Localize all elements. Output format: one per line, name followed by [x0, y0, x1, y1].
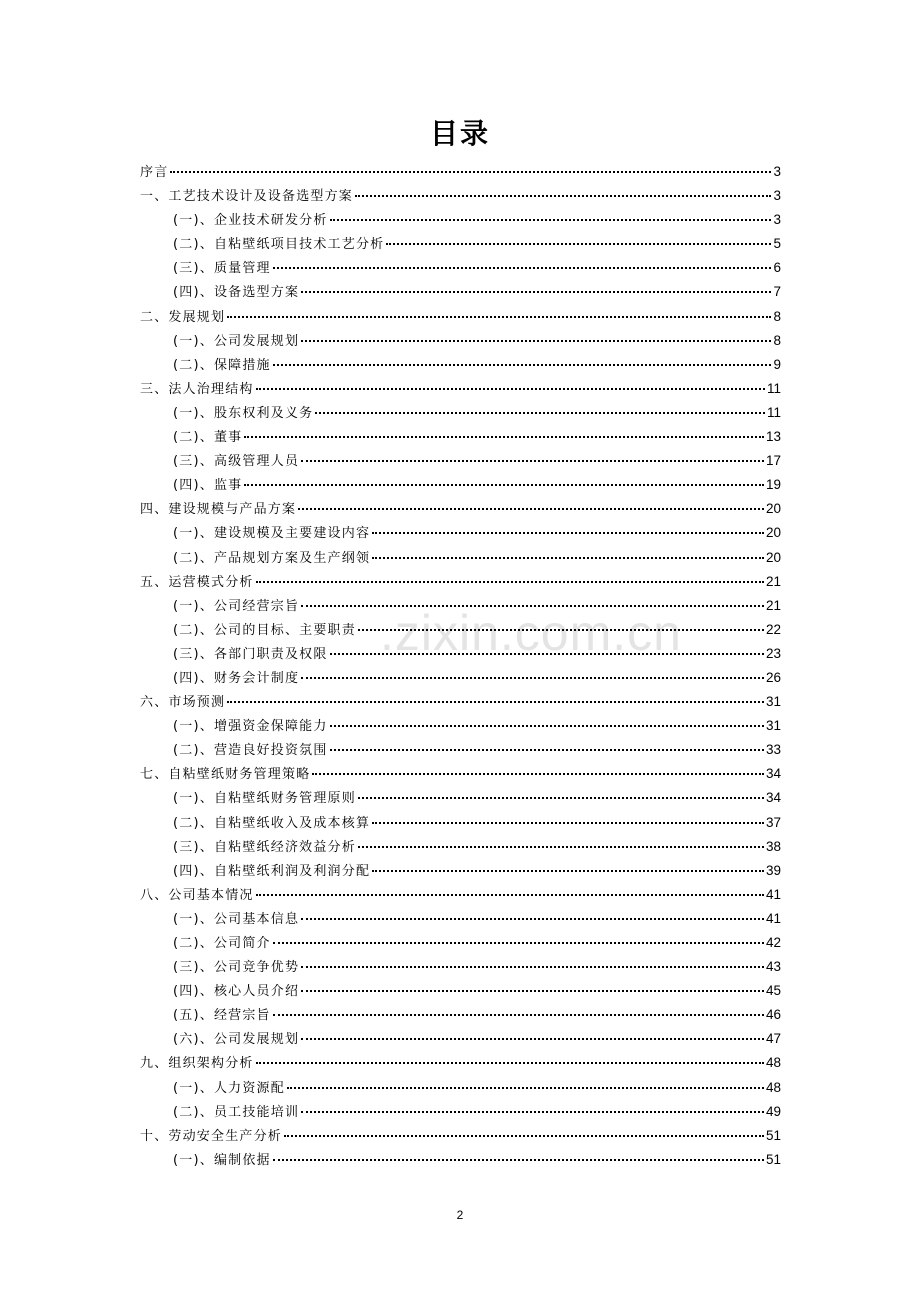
- toc-entry[interactable]: [140, 449, 781, 473]
- toc-entry-label: 五、运营模式分析: [140, 574, 254, 590]
- toc-entry-page: 39: [765, 862, 781, 878]
- toc-dot-leader: [312, 769, 764, 775]
- toc-dot-leader: [301, 962, 764, 968]
- toc-dot-leader: [330, 721, 764, 727]
- toc-entry-page: 51: [765, 1151, 781, 1167]
- toc-dot-leader: [301, 914, 764, 920]
- toc-entry-page: 19: [765, 477, 781, 493]
- toc-dot-leader: [301, 1034, 764, 1040]
- toc-dot-leader: [301, 673, 764, 679]
- toc-dot-leader: [358, 625, 764, 631]
- toc-entry-label: (三)、自粘壁纸经济效益分析: [173, 839, 356, 855]
- toc-entry-page: 33: [765, 742, 781, 758]
- toc-entry[interactable]: [140, 232, 781, 256]
- toc-entry-label: (四)、自粘壁纸利润及利润分配: [173, 863, 371, 879]
- toc-dot-leader: [256, 384, 765, 390]
- toc-entry-page: 5: [773, 236, 781, 252]
- toc-entry-page: 21: [765, 573, 781, 589]
- toc-entry-page: 38: [765, 838, 781, 854]
- page-title: 目录: [429, 117, 490, 150]
- toc-entry-page: 46: [765, 1007, 781, 1023]
- toc-entry-label: 一、工艺技术设计及设备选型方案: [140, 189, 354, 205]
- toc-entry[interactable]: [140, 907, 781, 931]
- toc-entry-label: (三)、各部门职责及权限: [173, 646, 328, 662]
- toc-entry-label: (四)、财务会计制度: [173, 670, 300, 686]
- toc-entry-page: 23: [765, 645, 781, 661]
- toc-entry-label: (三)、质量管理: [173, 261, 271, 277]
- toc-entry-page: 20: [765, 501, 781, 517]
- toc-dot-leader: [273, 360, 772, 366]
- toc-entry-page: 49: [765, 1103, 781, 1119]
- toc-dot-leader: [372, 528, 764, 534]
- toc-entry-page: 41: [765, 886, 781, 902]
- toc-entry-label: 六、市场预测: [140, 695, 226, 711]
- toc-entry-page: 8: [773, 308, 781, 324]
- toc-entry-page: 6: [773, 260, 781, 276]
- toc-dot-leader: [256, 577, 764, 583]
- toc-dot-leader: [273, 1010, 764, 1016]
- toc-entry[interactable]: [140, 1003, 781, 1027]
- toc-entry-page: 51: [765, 1127, 781, 1143]
- toc-dot-leader: [301, 601, 764, 607]
- toc-entry[interactable]: [140, 497, 781, 521]
- toc-dot-leader: [273, 938, 764, 944]
- toc-entry[interactable]: [140, 642, 781, 666]
- toc-entry-label: (二)、董事: [173, 430, 243, 446]
- toc-entry[interactable]: [140, 256, 781, 280]
- toc-entry-label: (二)、产品规划方案及生产纲领: [173, 550, 371, 566]
- page-number: 2: [456, 1208, 464, 1222]
- toc-entry-label: (一)、自粘壁纸财务管理原则: [173, 791, 356, 807]
- toc-entry[interactable]: [140, 546, 781, 570]
- toc-dot-leader: [227, 697, 764, 703]
- toc-entry[interactable]: [140, 690, 781, 714]
- toc-entry-page: 26: [765, 669, 781, 685]
- toc-dot-leader: [301, 986, 764, 992]
- toc-entry-page: 7: [773, 284, 781, 300]
- toc-entry[interactable]: [140, 666, 781, 690]
- toc-entry-page: 42: [765, 935, 781, 950]
- toc-dot-leader: [227, 312, 771, 318]
- toc-entry-label: 四、建设规模与产品方案: [140, 502, 297, 518]
- toc-entry-label: (二)、公司简介: [173, 936, 271, 951]
- toc-dot-leader: [372, 866, 764, 872]
- toc-entry-label: (一)、股东权利及义务: [173, 405, 314, 421]
- toc-dot-leader: [301, 456, 764, 462]
- toc-entry-page: 11: [766, 404, 781, 420]
- toc-entry[interactable]: [140, 160, 781, 184]
- toc-entry[interactable]: [140, 762, 781, 786]
- toc-entry-page: 8: [773, 332, 781, 348]
- toc-entry-label: (二)、营造良好投资氛围: [173, 743, 328, 759]
- toc-dot-leader: [256, 890, 764, 896]
- toc-dot-leader: [330, 649, 764, 655]
- toc-dot-leader: [372, 818, 764, 824]
- toc-entry-label: (一)、公司发展规划: [173, 333, 300, 349]
- toc-entry[interactable]: [140, 1051, 781, 1075]
- toc-entry[interactable]: [140, 786, 781, 810]
- toc-entry[interactable]: [140, 521, 781, 545]
- toc-entry-label: (二)、保障措施: [173, 357, 271, 373]
- toc-dot-leader: [287, 1083, 764, 1089]
- toc-entry-label: (一)、人力资源配: [173, 1080, 285, 1096]
- toc-entry-page: 48: [765, 1079, 781, 1095]
- toc-entry[interactable]: [140, 305, 781, 329]
- toc-entry-label: (一)、公司基本信息: [173, 911, 300, 927]
- toc-dot-leader: [372, 553, 764, 559]
- toc-entry-label: 八、公司基本情况: [140, 887, 254, 903]
- toc-entry-page: 31: [765, 694, 781, 710]
- toc-entry[interactable]: [140, 473, 781, 497]
- toc-entry-page: 13: [765, 429, 781, 445]
- toc-entry[interactable]: [140, 184, 781, 208]
- toc-dot-leader: [284, 1131, 764, 1137]
- toc-entry-page: 31: [765, 718, 781, 734]
- toc-entry[interactable]: [140, 1076, 781, 1100]
- toc-entry[interactable]: [140, 594, 781, 618]
- toc-dot-leader: [330, 215, 772, 221]
- toc-entry-label: (四)、核心人员介绍: [173, 984, 300, 1000]
- toc-entry-page: 20: [765, 549, 781, 565]
- toc-entry-label: (四)、监事: [173, 478, 243, 494]
- table-of-contents: [140, 160, 781, 1172]
- toc-dot-leader: [386, 239, 771, 245]
- toc-dot-leader: [301, 287, 771, 293]
- toc-entry-label: (五)、经营宗旨: [173, 1008, 271, 1024]
- toc-entry[interactable]: [140, 329, 781, 353]
- toc-dot-leader: [244, 432, 764, 438]
- toc-dot-leader: [358, 793, 764, 799]
- toc-entry-page: 20: [765, 525, 781, 541]
- toc-entry-page: 17: [765, 453, 781, 469]
- toc-entry[interactable]: [140, 931, 781, 955]
- toc-entry-page: 21: [765, 597, 781, 613]
- toc-entry[interactable]: [140, 811, 781, 835]
- toc-dot-leader: [358, 842, 764, 848]
- toc-entry[interactable]: [140, 859, 781, 883]
- toc-entry-label: (二)、公司的目标、主要职责: [173, 622, 356, 638]
- toc-entry[interactable]: [140, 618, 781, 642]
- toc-entry-page: 3: [773, 188, 781, 204]
- toc-dot-leader: [330, 745, 764, 751]
- toc-entry[interactable]: [140, 353, 781, 377]
- toc-entry[interactable]: [140, 1148, 781, 1172]
- toc-entry-label: 序言: [140, 165, 169, 180]
- toc-entry-label: (三)、高级管理人员: [173, 454, 300, 470]
- toc-entry-label: 九、组织架构分析: [140, 1056, 254, 1072]
- toc-entry[interactable]: [140, 377, 781, 401]
- toc-entry-page: 43: [765, 959, 781, 975]
- toc-entry[interactable]: [140, 1027, 781, 1051]
- toc-entry-label: (一)、编制依据: [173, 1152, 271, 1168]
- toc-entry-page: 37: [765, 814, 781, 830]
- toc-dot-leader: [256, 1058, 764, 1064]
- toc-entry-label: 七、自粘壁纸财务管理策略: [140, 767, 311, 783]
- toc-dot-leader: [355, 191, 771, 197]
- toc-dot-leader: [298, 504, 764, 510]
- toc-entry-label: (二)、员工技能培训: [173, 1104, 300, 1120]
- toc-entry-page: 34: [765, 766, 781, 782]
- toc-entry[interactable]: [140, 738, 781, 762]
- toc-entry[interactable]: [140, 1100, 781, 1124]
- toc-entry-page: 3: [773, 164, 781, 179]
- toc-dot-leader: [244, 480, 764, 486]
- toc-entry-label: (一)、建设规模及主要建设内容: [173, 526, 371, 542]
- toc-entry[interactable]: [140, 280, 781, 304]
- toc-entry-page: 11: [766, 380, 781, 396]
- toc-entry-label: (一)、增强资金保障能力: [173, 719, 328, 735]
- toc-entry-label: (一)、公司经营宗旨: [173, 598, 300, 614]
- toc-entry-label: 二、发展规划: [140, 309, 226, 325]
- toc-entry-page: 45: [765, 983, 781, 999]
- toc-entry[interactable]: [140, 570, 781, 594]
- toc-entry[interactable]: [140, 425, 781, 449]
- toc-entry-page: 9: [773, 356, 781, 372]
- toc-entry-page: 22: [765, 621, 781, 637]
- toc-entry[interactable]: [140, 835, 781, 859]
- toc-entry[interactable]: [140, 714, 781, 738]
- toc-entry[interactable]: [140, 883, 781, 907]
- toc-entry-label: (二)、自粘壁纸项目技术工艺分析: [173, 237, 385, 253]
- toc-entry[interactable]: [140, 1124, 781, 1148]
- toc-entry-page: 3: [773, 212, 781, 228]
- toc-entry-label: 三、法人治理结构: [140, 381, 254, 397]
- toc-entry[interactable]: [140, 208, 781, 232]
- toc-dot-leader: [315, 408, 765, 414]
- toc-entry-label: 十、劳动安全生产分析: [140, 1128, 283, 1144]
- toc-entry-label: (三)、公司竞争优势: [173, 960, 300, 976]
- toc-entry-label: (四)、设备选型方案: [173, 285, 300, 301]
- toc-entry-page: 47: [765, 1031, 781, 1047]
- toc-entry-page: 34: [765, 790, 781, 806]
- watermark: .zixin.com.cn: [380, 605, 682, 661]
- toc-entry[interactable]: [140, 979, 781, 1003]
- toc-entry-page: 48: [765, 1055, 781, 1071]
- toc-entry-label: (二)、自粘壁纸收入及成本核算: [173, 815, 371, 831]
- toc-entry-label: (一)、企业技术研发分析: [173, 213, 328, 229]
- toc-dot-leader: [301, 336, 771, 342]
- toc-dot-leader: [170, 167, 771, 173]
- toc-dot-leader: [273, 263, 772, 269]
- toc-dot-leader: [273, 1155, 764, 1161]
- toc-entry[interactable]: [140, 955, 781, 979]
- toc-dot-leader: [301, 1107, 764, 1113]
- toc-entry[interactable]: [140, 401, 781, 425]
- toc-entry-label: (六)、公司发展规划: [173, 1032, 300, 1048]
- toc-entry-page: 41: [765, 910, 781, 926]
